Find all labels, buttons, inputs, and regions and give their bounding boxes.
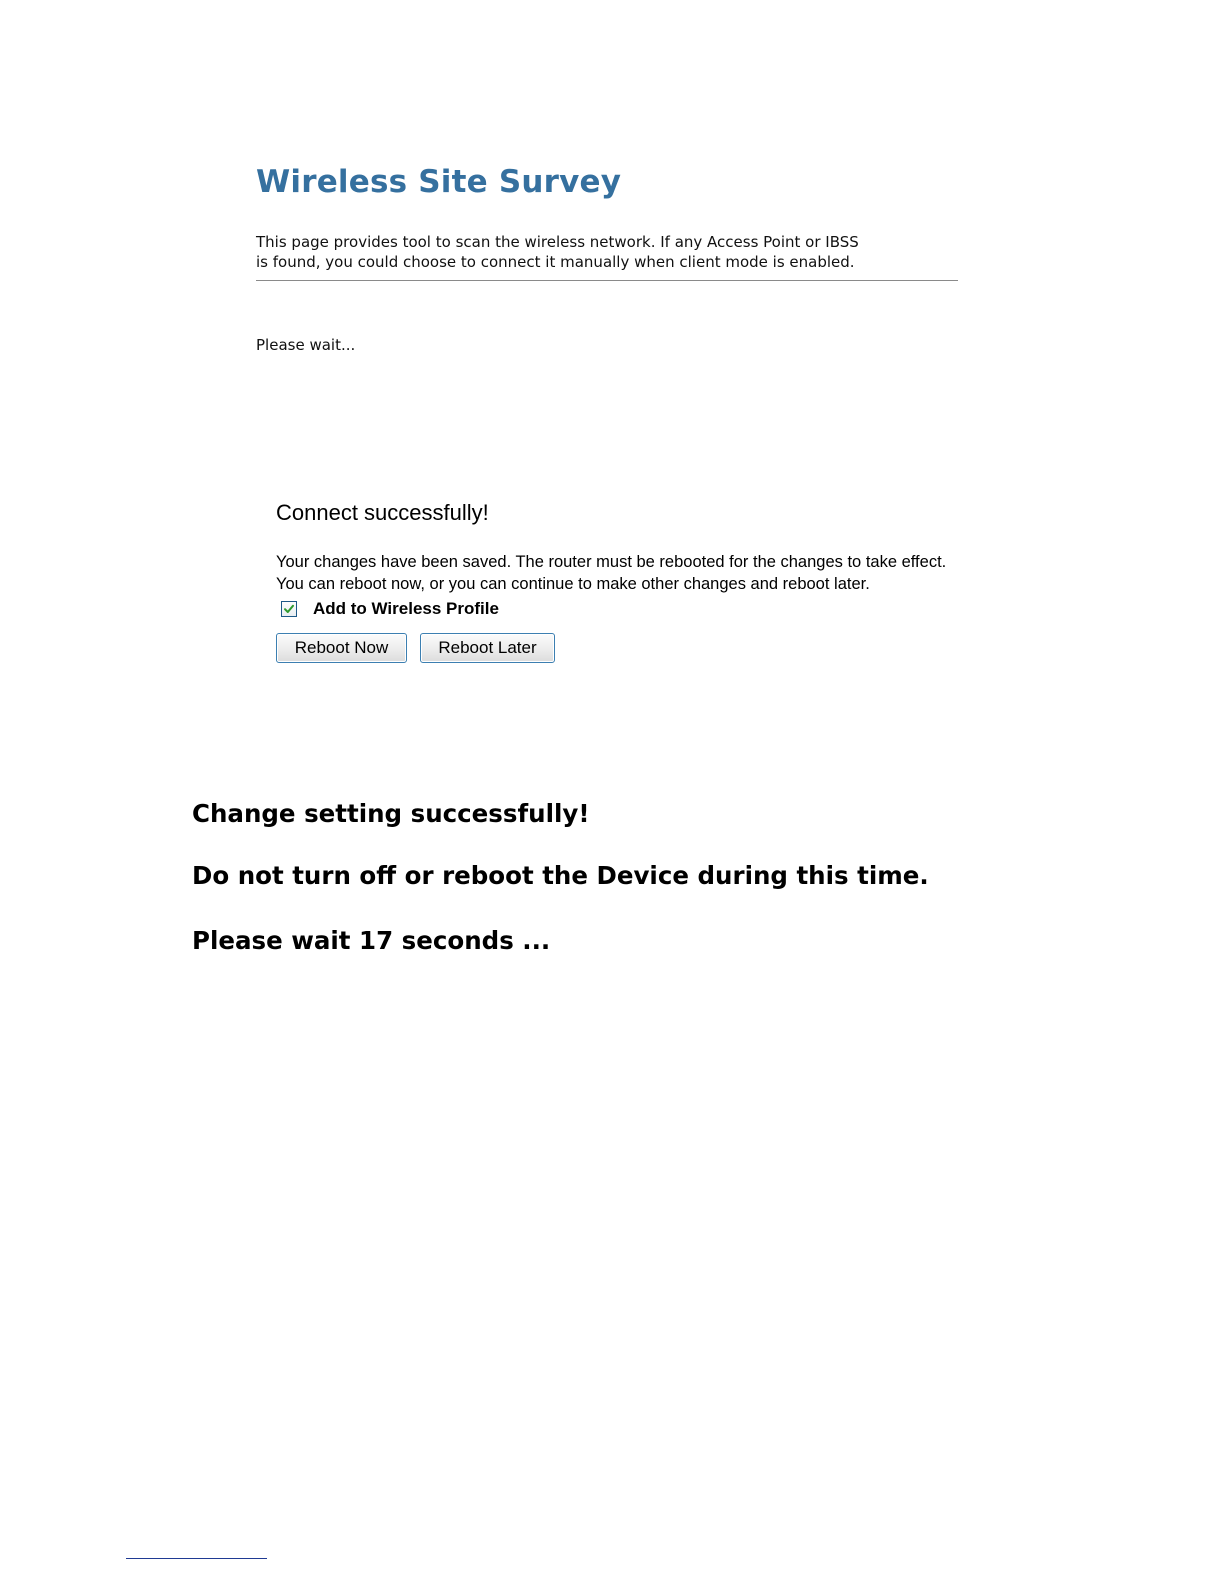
reboot-button-row [276,633,996,663]
connect-title: Connect successfully! [276,500,489,525]
checkmark-icon [283,603,295,615]
add-to-wireless-profile-label[interactable]: Add to Wireless Profile [313,599,499,618]
reboot-now-button[interactable]: Reboot Now [276,633,407,663]
description-line-1: This page provides tool to scan the wireless network. If any Access Point or IBSS [256,233,859,251]
connect-message-line-2: You can reboot now, or you can continue to make other changes and reboot later. [276,575,870,593]
page-description [256,232,958,272]
countdown-text: Please wait 17 seconds ... [192,926,551,955]
page-title: Wireless Site Survey [256,164,622,200]
change-setting-notice [192,792,1092,963]
site-survey-panel [256,160,958,355]
add-profile-row [276,598,996,620]
footnote-separator [126,1558,267,1559]
add-to-wireless-profile-checkbox[interactable] [281,601,297,617]
connect-success-dialog [276,496,996,663]
reboot-later-button[interactable]: Reboot Later [420,633,555,663]
connect-message-line-1: Your changes have been saved. The router must be rebooted for the changes to take effect. [276,553,947,571]
do-not-reboot-warning: Do not turn off or reboot the Device during this time. [192,861,929,890]
scan-status-text: Please wait... [256,336,356,354]
connect-message [276,551,996,595]
change-success-text: Change setting successfully! [192,799,590,828]
divider [256,280,958,281]
description-line-2: is found, you could choose to connect it manually when client mode is enabled. [256,253,855,271]
